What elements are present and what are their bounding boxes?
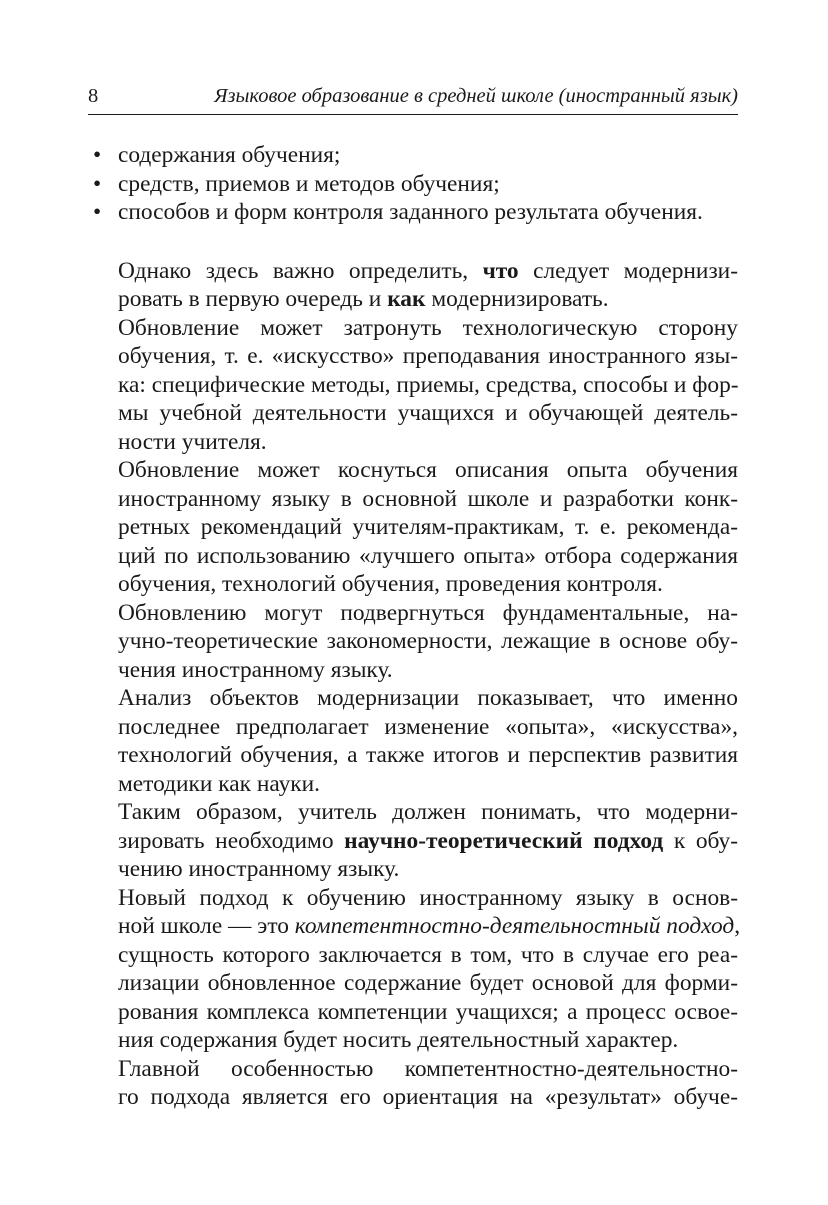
running-header [88,82,738,110]
bullet-icon: • [93,142,102,168]
book-page [88,0,741,1205]
emphasis-bold: как [387,286,426,312]
emphasis-bold: научно-теоретический подход [344,827,664,854]
paragraph: Однако здесь важно определить, что следует модернизи- ровать в первую очередь и как модернизировать. [118,257,738,312]
paragraph: Таким образом, учитель должен понимать, что модерни- зировать необходимо научно-теоретический подход к обу- чению иностранному языку. [118,799,739,882]
list-item: • способов и форм контроля заданного результата обучения. [93,199,703,225]
paragraph: Обновлению могут подвергнуться фундаментальные, на- учно-теоретические закономерности, лежащие в основе обу- чения иностранному языку. [118,599,738,683]
page-number: 8 [88,85,99,107]
list-item: • содержания обучения; [93,142,341,168]
bullet-icon: • [93,170,102,197]
running-title: Языковое образование в средней школе (иностранный язык) [214,85,738,107]
emphasis-bold: что [482,257,519,284]
emphasis-italic: компетентностно-деятельностный подход [294,913,735,939]
paragraph: Новый подход к обучению иностранному языку в основ- ной школе — это компетентностно-деятельностный подход, сущность которого заключается в том, что в случае его реа- лизации обновленное содержание будет основой для форми- рования комплекса компетенции учащихся; а процесс освое- ния содержания будет носить деятельностный характер. [118,884,741,1053]
page-body [88,141,741,1112]
paragraph: Главной особенностью компетентностно-деятельностно- го подхода является его ориентация на «результат» обуче- [118,1055,738,1110]
bullet-list [88,141,738,227]
paragraph: Обновление может затронуть технологическую сторону обучения, т. е. «искусство» преподавания иностранного язы- ка: специфические методы, приемы, средства, способы и фор- мы учебной деятельности учащихся и обучающей деятель- ности учителя. [118,314,739,455]
bullet-icon: • [93,199,102,225]
list-item: • средств, приемов и методов обучения; [93,170,500,197]
paragraph: Обновление может коснуться описания опыта обучения иностранному языку в основной школе и разработки конк- ретных рекомендаций учителям-практикам, т. е. рекоменда- ций по использованию «лучшего опыта» отбора содержания обучения, технологий обучения, проведения контроля. [118,457,738,597]
header-rule [88,114,738,115]
paragraph: Анализ объектов модернизации показывает, что именно последнее предполагает изменение «опыта», «искусства», технологий обучения, а также итогов и перспектив развития методики как науки. [118,685,738,797]
